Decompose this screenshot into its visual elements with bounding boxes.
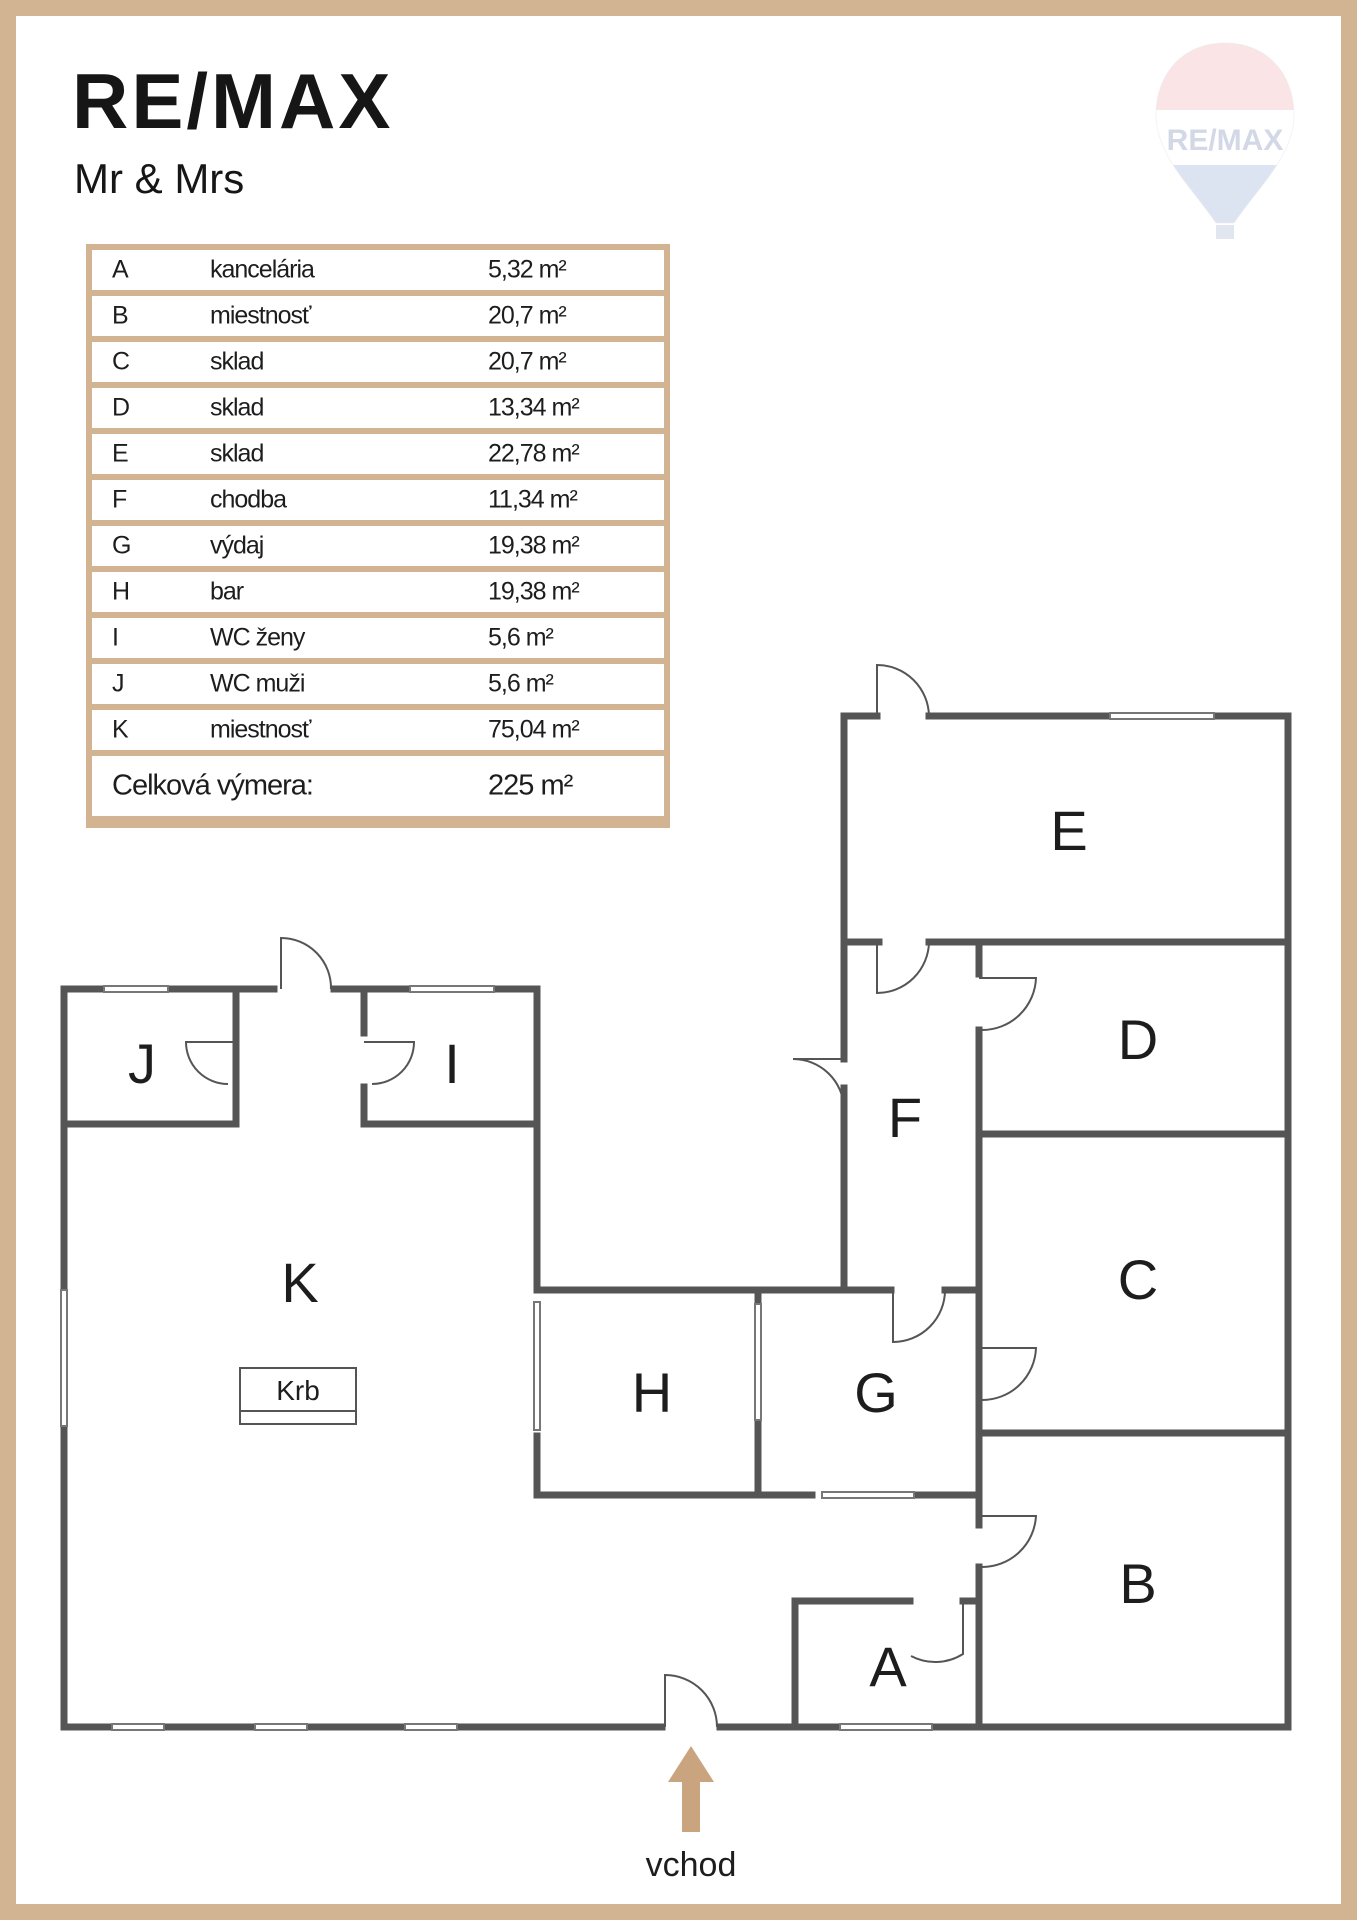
room-code: I xyxy=(112,623,118,652)
room-code: H xyxy=(112,577,130,606)
room-code: D xyxy=(112,393,130,422)
room-area: 20,7 m² xyxy=(488,347,566,376)
room-label-j: J xyxy=(128,1032,156,1095)
room-label-c: C xyxy=(1117,1248,1159,1311)
room-area: 13,34 m² xyxy=(488,393,579,422)
remax-logo: RE/MAX xyxy=(72,57,394,145)
room-code: F xyxy=(112,485,127,514)
room-area: 20,7 m² xyxy=(488,301,566,330)
total-label: Celková výmera: xyxy=(112,769,313,802)
room-area: 19,38 m² xyxy=(488,577,579,606)
room-name: WC muži xyxy=(210,669,305,698)
room-label-g: G xyxy=(854,1361,898,1424)
room-name: chodba xyxy=(210,485,287,514)
room-area: 5,6 m² xyxy=(488,623,553,652)
agency-subtitle: Mr & Mrs xyxy=(74,155,245,202)
fireplace-label: Krb xyxy=(276,1375,320,1406)
room-code: E xyxy=(112,439,128,468)
room-area: 19,38 m² xyxy=(488,531,579,560)
room-label-b: B xyxy=(1119,1552,1157,1615)
windows xyxy=(61,713,1214,1730)
room-label-d: D xyxy=(1117,1008,1159,1071)
room-area: 11,34 m² xyxy=(488,485,577,514)
fireplace xyxy=(240,1368,356,1424)
plan-walls xyxy=(64,716,1288,1727)
room-code: B xyxy=(112,301,128,330)
room-area: 5,32 m² xyxy=(488,255,566,284)
room-code: J xyxy=(112,669,124,698)
room-label-a: A xyxy=(869,1635,907,1698)
room-area: 75,04 m² xyxy=(488,715,579,744)
room-name: miestnosť xyxy=(210,715,311,744)
room-name: sklad xyxy=(210,439,264,468)
room-code: G xyxy=(112,531,131,560)
entrance-label: vchod xyxy=(645,1846,737,1884)
room-code: C xyxy=(112,347,130,376)
room-label-f: F xyxy=(887,1086,923,1149)
entrance-arrow-icon xyxy=(668,1746,714,1832)
room-name: miestnosť xyxy=(210,301,311,330)
room-label-i: I xyxy=(444,1032,460,1095)
room-name: kancelária xyxy=(210,255,314,284)
room-name: bar xyxy=(210,577,244,606)
room-name: výdaj xyxy=(210,531,264,560)
room-area: 5,6 m² xyxy=(488,669,553,698)
room-label-k: K xyxy=(281,1251,319,1314)
room-area: 22,78 m² xyxy=(488,439,579,468)
room-name: WC ženy xyxy=(210,623,305,652)
room-label-e: E xyxy=(1050,799,1088,862)
room-label-h: H xyxy=(631,1361,673,1424)
balloon-watermark-text: RE/MAX xyxy=(1166,124,1284,157)
room-name: sklad xyxy=(210,393,264,422)
room-name: sklad xyxy=(210,347,264,376)
room-code: A xyxy=(112,255,128,284)
room-code: K xyxy=(112,715,128,744)
doors xyxy=(186,665,1036,1727)
total-area: 225 m² xyxy=(488,769,573,802)
